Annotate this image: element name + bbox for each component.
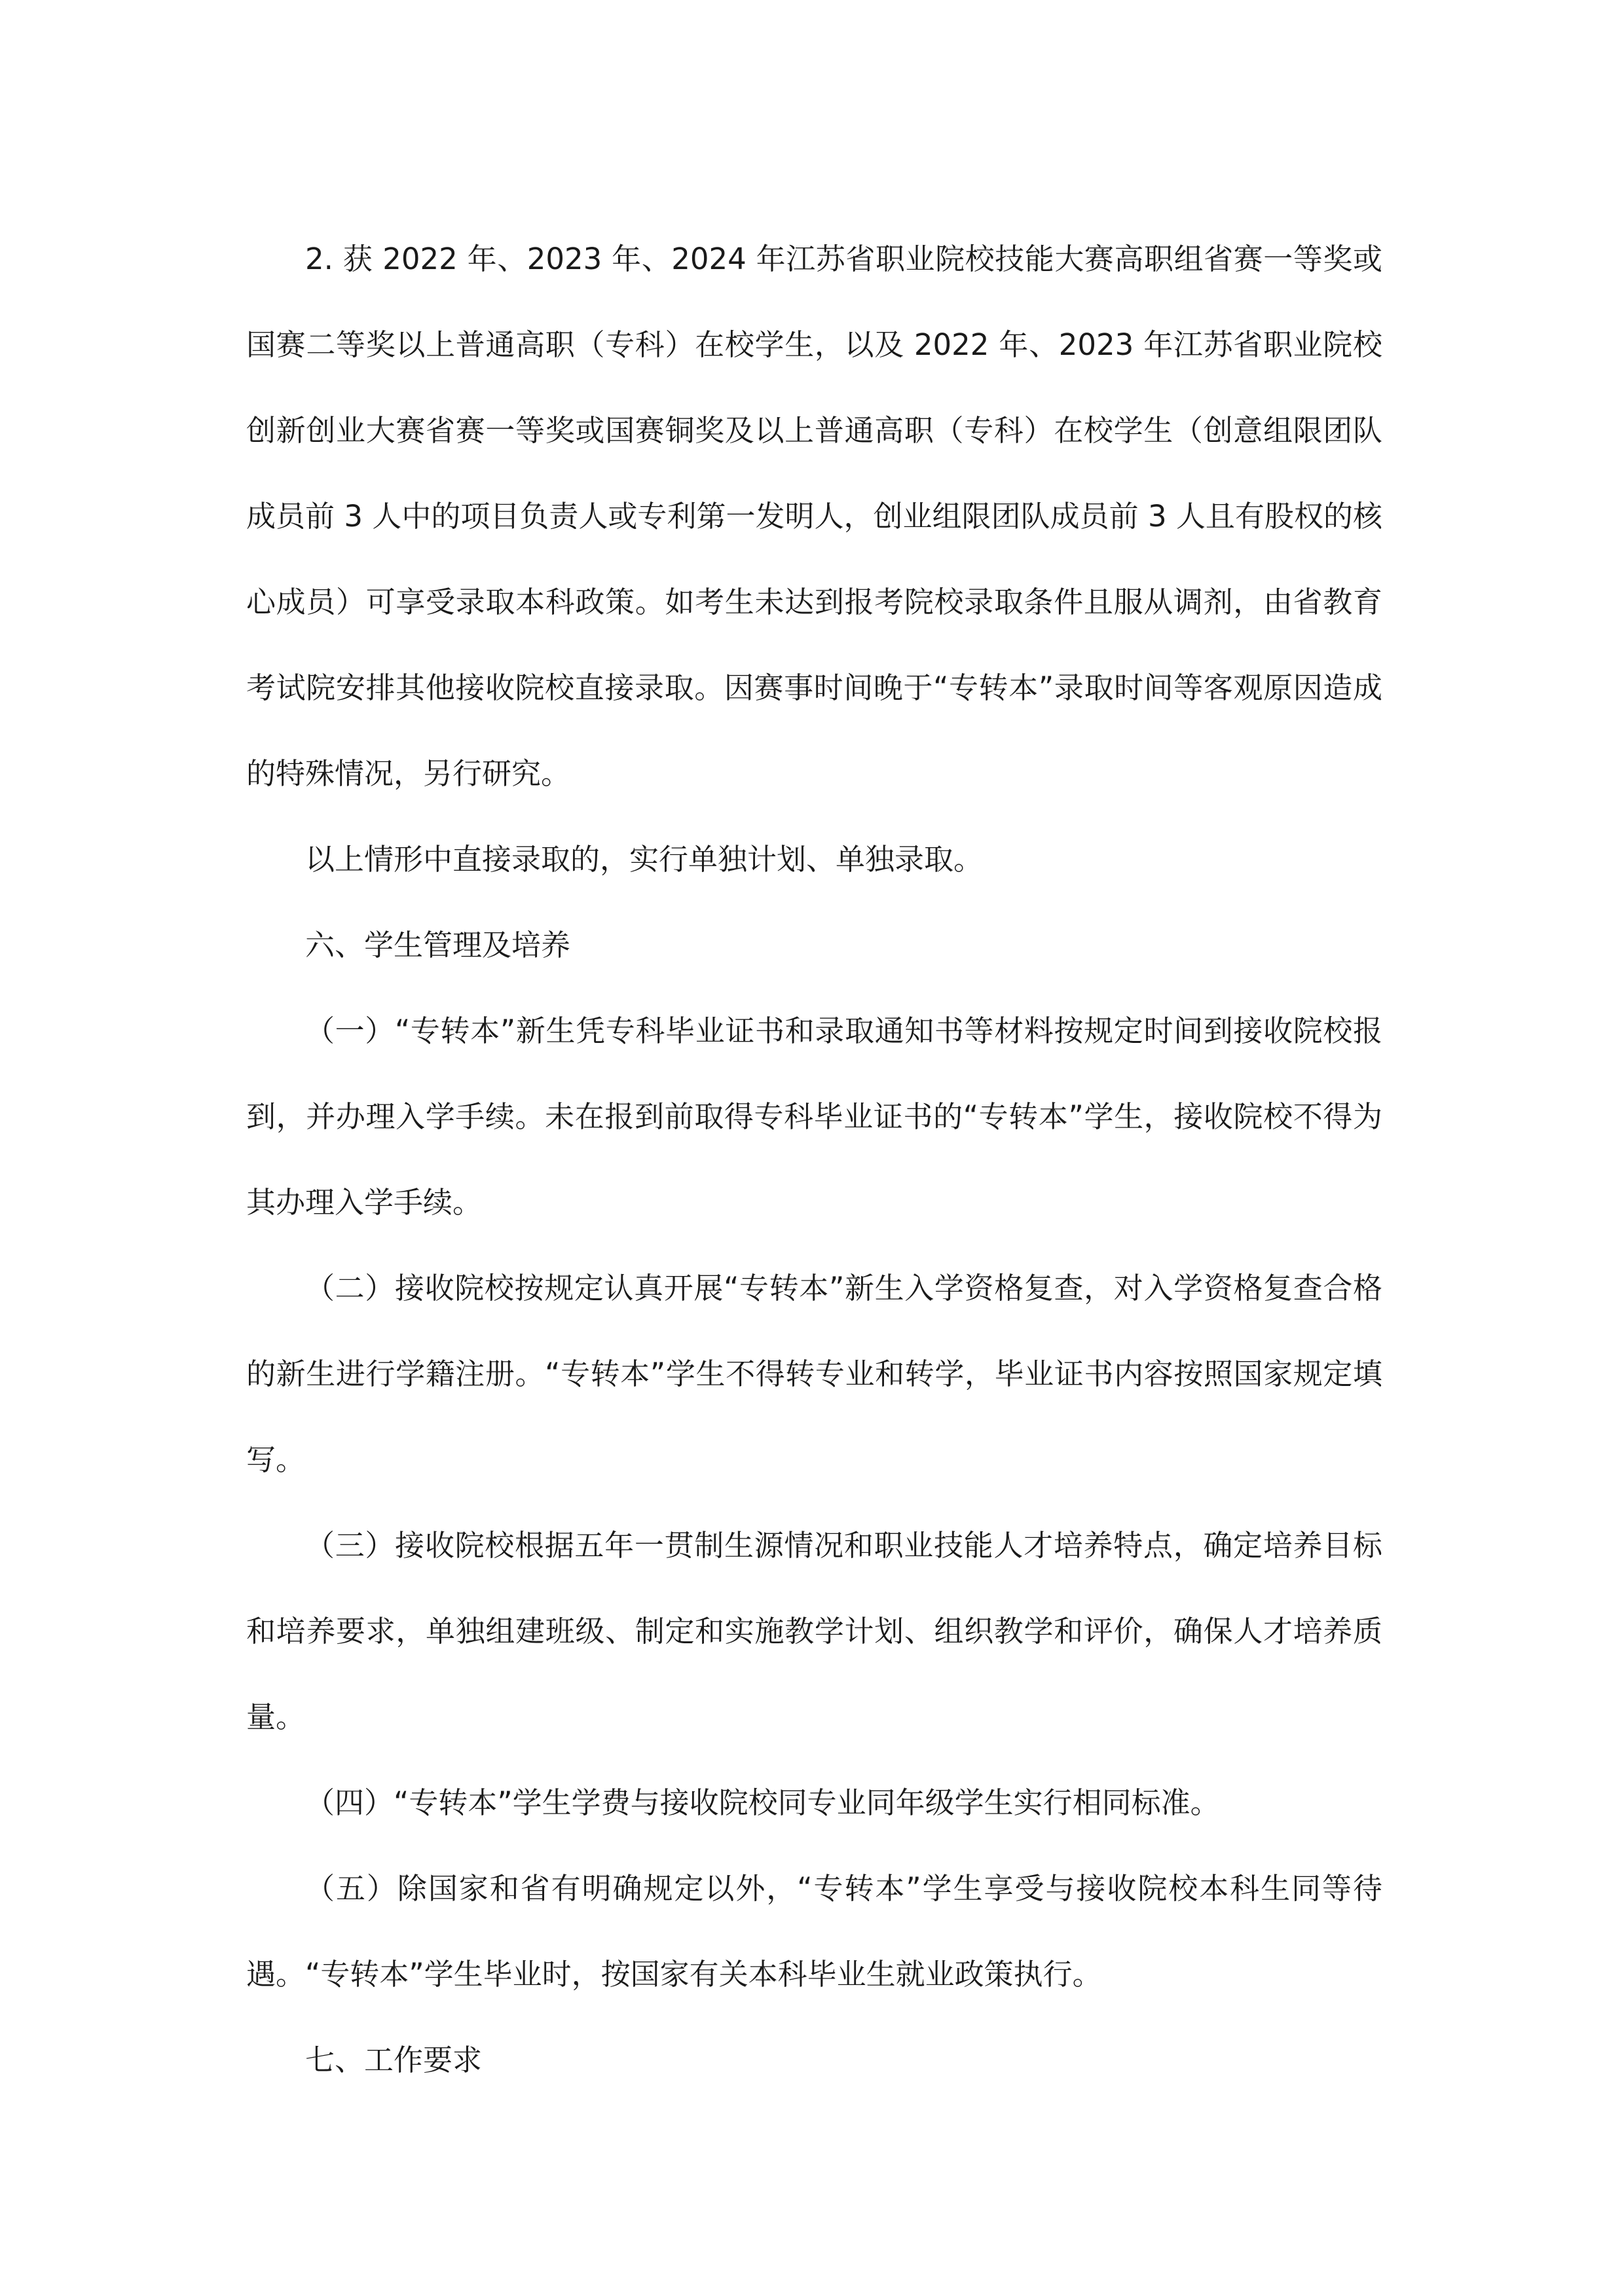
paragraph-item-3-training: （三）接收院校根据五年一贯制生源情况和职业技能人才培养特点，确定培养目标和培养要求，单独组建班级、制定和实施教学计划、组织教学和评价，确保人才培养质量。 bbox=[246, 1528, 1382, 1734]
section-heading-student-management: 六、学生管理及培养 bbox=[305, 928, 571, 962]
paragraph-separate-plan: 以上情形中直接录取的，实行单独计划、单独录取。 bbox=[305, 842, 984, 877]
paragraph-award-policy: 2. 获 2022 年、2023 年、2024 年江苏省职业院校技能大赛高职组省赛一等奖或国赛二等奖以上普通高职（专科）在校学生，以及 2022 年、2023 年江苏省职业院校创新创业大赛省赛一等奖或国赛铜奖及以上普通高职（专科）在校学生（创意组限团队成员前 3 人中的项目负责人或专利第一发明人，创业组限团队成员前 3 人且有股权的核心成员）可享受录取本科政策。如考生未达到报考院校录取条件且服从调剂，由省教育考试院安排其他接收院校直接录取。因赛事时间晚于“专转本”录取时间等客观原因造成的特殊情况，另行研究。 bbox=[246, 242, 1382, 791]
section-heading-work-requirements: 七、工作要求 bbox=[305, 2043, 483, 2077]
paragraph-item-1-enrollment: （一）“专转本”新生凭专科毕业证书和录取通知书等材料按规定时间到接收院校报到，并办理入学手续。未在报到前取得专科毕业证书的“专转本”学生，接收院校不得为其办理入学手续。 bbox=[246, 1013, 1382, 1220]
paragraph-item-5-treatment: （五）除国家和省有明确规定以外，“专转本”学生享受与接收院校本科生同等待遇。“专转本”学生毕业时，按国家有关本科毕业生就业政策执行。 bbox=[246, 1871, 1382, 1992]
paragraph-item-2-registration: （二）接收院校按规定认真开展“专转本”新生入学资格复查，对入学资格复查合格的新生进行学籍注册。“专转本”学生不得转专业和转学，毕业证书内容按照国家规定填写。 bbox=[246, 1271, 1382, 1477]
document-body bbox=[246, 216, 1382, 2103]
paragraph-item-4-tuition: （四）“专转本”学生学费与接收院校同专业同年级学生实行相同标准。 bbox=[305, 1785, 1220, 1820]
